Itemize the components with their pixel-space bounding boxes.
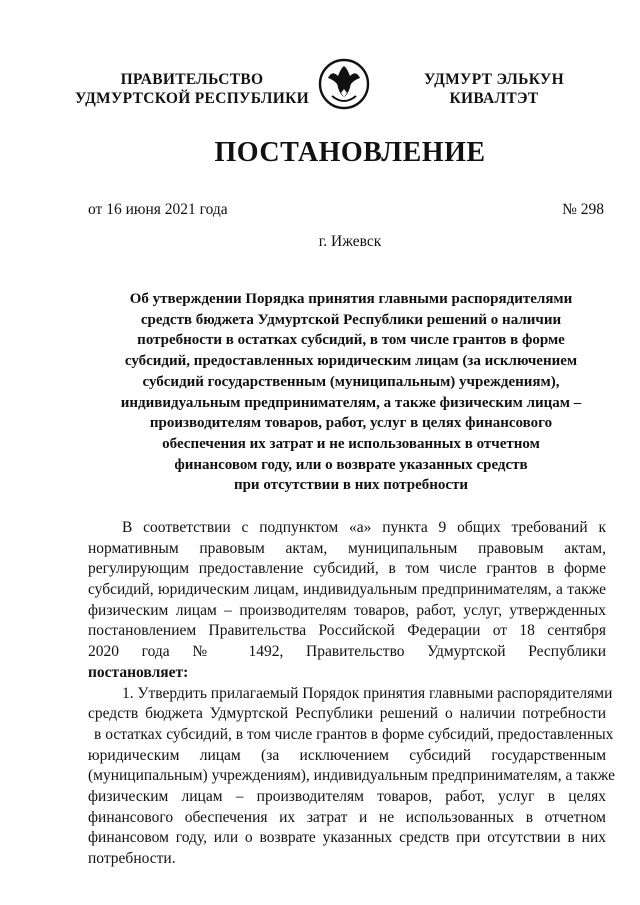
document-date: от 16 июня 2021 года [88, 201, 228, 218]
preamble-line: физическим лицам – производителям товаров, работ, услуг, утвержденных [88, 601, 606, 619]
item1-line: потребности. [88, 850, 176, 867]
preamble-line: регулирующим предоставление субсидий, в том числе грантов в форме [88, 560, 606, 578]
subject-line: финансовом году, или о возврате указанных средств [174, 456, 528, 473]
preamble-line: В соответствии с подпунктом «а» пункта 9 общих требований к [122, 519, 606, 536]
subject-line: субсидий, предоставленных юридическим лицам (за исключением [124, 353, 578, 370]
document-city: г. Ижевск [318, 233, 382, 250]
resolves-keyword: постановляет: [88, 663, 189, 681]
preamble-line: нормативным правовым актам, муниципальным правовым актам, [88, 539, 606, 557]
header-left-line1: ПРАВИТЕЛЬСТВО [120, 71, 264, 88]
header-right-line1: УДМУРТ ЭЛЬКУН [424, 71, 564, 88]
subject-line: производителям товаров, работ, услуг в целях финансового [149, 415, 553, 432]
preamble-line: 2020 года № 1492, Правительство Удмуртской Республики [88, 643, 606, 661]
item1-line: финансового обеспечения их затрат и не использованных в отчетном [88, 808, 606, 826]
subject-line: индивидуальным предпринимателям, а также физическим лицам – [120, 394, 582, 411]
preamble-line: субсидий, юридическим лицам, индивидуальным предпринимателям, а также [88, 581, 606, 599]
subject-line: средств бюджета Удмуртской Республики решений о наличии [140, 311, 562, 328]
subject-line: субсидий государственным (муниципальным) учреждениям), [142, 373, 560, 390]
item1-line: 1. Утвердить прилагаемый Порядок принятия главными распорядителями [122, 684, 613, 702]
item1-line: финансовом году, или о возврате указанных средств при отсутствии в них [88, 829, 606, 847]
header-right-block [392, 70, 596, 108]
document-body [88, 518, 615, 870]
udmurt-coat-of-arms-icon [318, 56, 370, 112]
item1-line: физическим лицам – производителям товаров, работ, услуг в целях [88, 787, 606, 805]
header-right-line2: КИВАЛТЭТ [449, 90, 539, 107]
item1-line: в остатках субсидий, в том числе грантов в форме субсидий, предоставленных [94, 725, 614, 743]
subject-line: Об утверждении Порядка принятия главными распорядителями [129, 291, 573, 307]
document-number: № 298 [562, 201, 604, 218]
resolves-line [88, 663, 606, 684]
item1-line: (муниципальным) учреждениям), индивидуальным предпринимателям, а также [88, 767, 615, 785]
document-subject [96, 289, 606, 496]
document-title: ПОСТАНОВЛЕНИЕ [214, 137, 486, 168]
preamble-line: постановлением Правительства Российской Федерации от 18 сентября [88, 622, 606, 640]
subject-line: обеспечения их затрат и не использованных в отчетном [162, 435, 540, 452]
header-left-line2: УДМУРТСКОЙ РЕСПУБЛИКИ [74, 90, 309, 107]
item1-line: юридическим лицам (за исключением субсидий государственным [88, 746, 606, 764]
header-left-block [68, 70, 316, 108]
item1-line: средств бюджета Удмуртской Республики решений о наличии потребности [88, 705, 606, 723]
subject-line: при отсутствии в них потребности [233, 477, 469, 494]
subject-line: потребности в остатках субсидий, в том числе грантов в форме [137, 332, 565, 349]
